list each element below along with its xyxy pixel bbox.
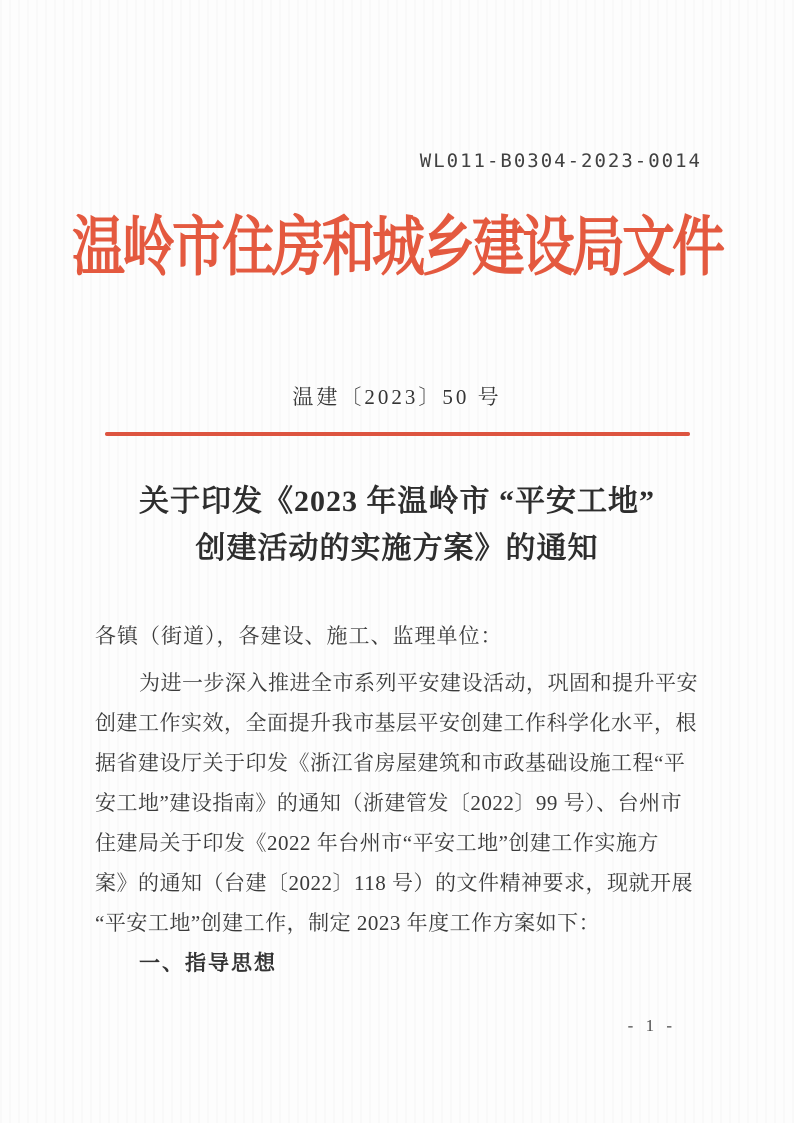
paragraph-line: 为进一步深入推进全市系列平安建设活动，巩固和提升平安 bbox=[139, 671, 698, 695]
paragraph-line: 据省建设厅关于印发《浙江省房屋建筑和市政基础设施工程“平 bbox=[95, 751, 686, 775]
red-divider-rule bbox=[105, 432, 690, 436]
paragraph-line: “平安工地”创建工作，制定 2023 年度工作方案如下： bbox=[95, 911, 601, 935]
page-number: - 1 - bbox=[627, 1016, 676, 1035]
paragraph-line: 安工地”建设指南》的通知（浙建管发〔2022〕99 号）、台州市 bbox=[95, 791, 683, 815]
paragraph-line: 创建工作实效，全面提升我市基层平安创建工作科学化水平，根 bbox=[95, 711, 697, 735]
body-paragraph bbox=[95, 663, 703, 943]
agency-red-header: 温岭市住房和城乡建设局文件 bbox=[72, 213, 722, 284]
document-number: 温建〔2023〕50 号 bbox=[292, 385, 502, 409]
notice-title-line-1: 关于印发《2023 年温岭市 “平安工地” bbox=[139, 485, 655, 518]
notice-title bbox=[0, 478, 794, 572]
archive-code: WL011-B0304-2023-0014 bbox=[419, 150, 702, 172]
paragraph-line: 住建局关于印发《2022 年台州市“平安工地”创建工作实施方 bbox=[95, 831, 659, 855]
paragraph-line: 案》的通知（台建〔2022〕118 号）的文件精神要求，现就开展 bbox=[95, 871, 693, 895]
section-heading-guiding-ideology: 一、指导思想 bbox=[139, 952, 277, 975]
notice-title-line-2: 创建活动的实施方案》的通知 bbox=[195, 532, 599, 565]
salutation-line: 各镇（街道），各建设、施工、监理单位： bbox=[95, 624, 503, 648]
